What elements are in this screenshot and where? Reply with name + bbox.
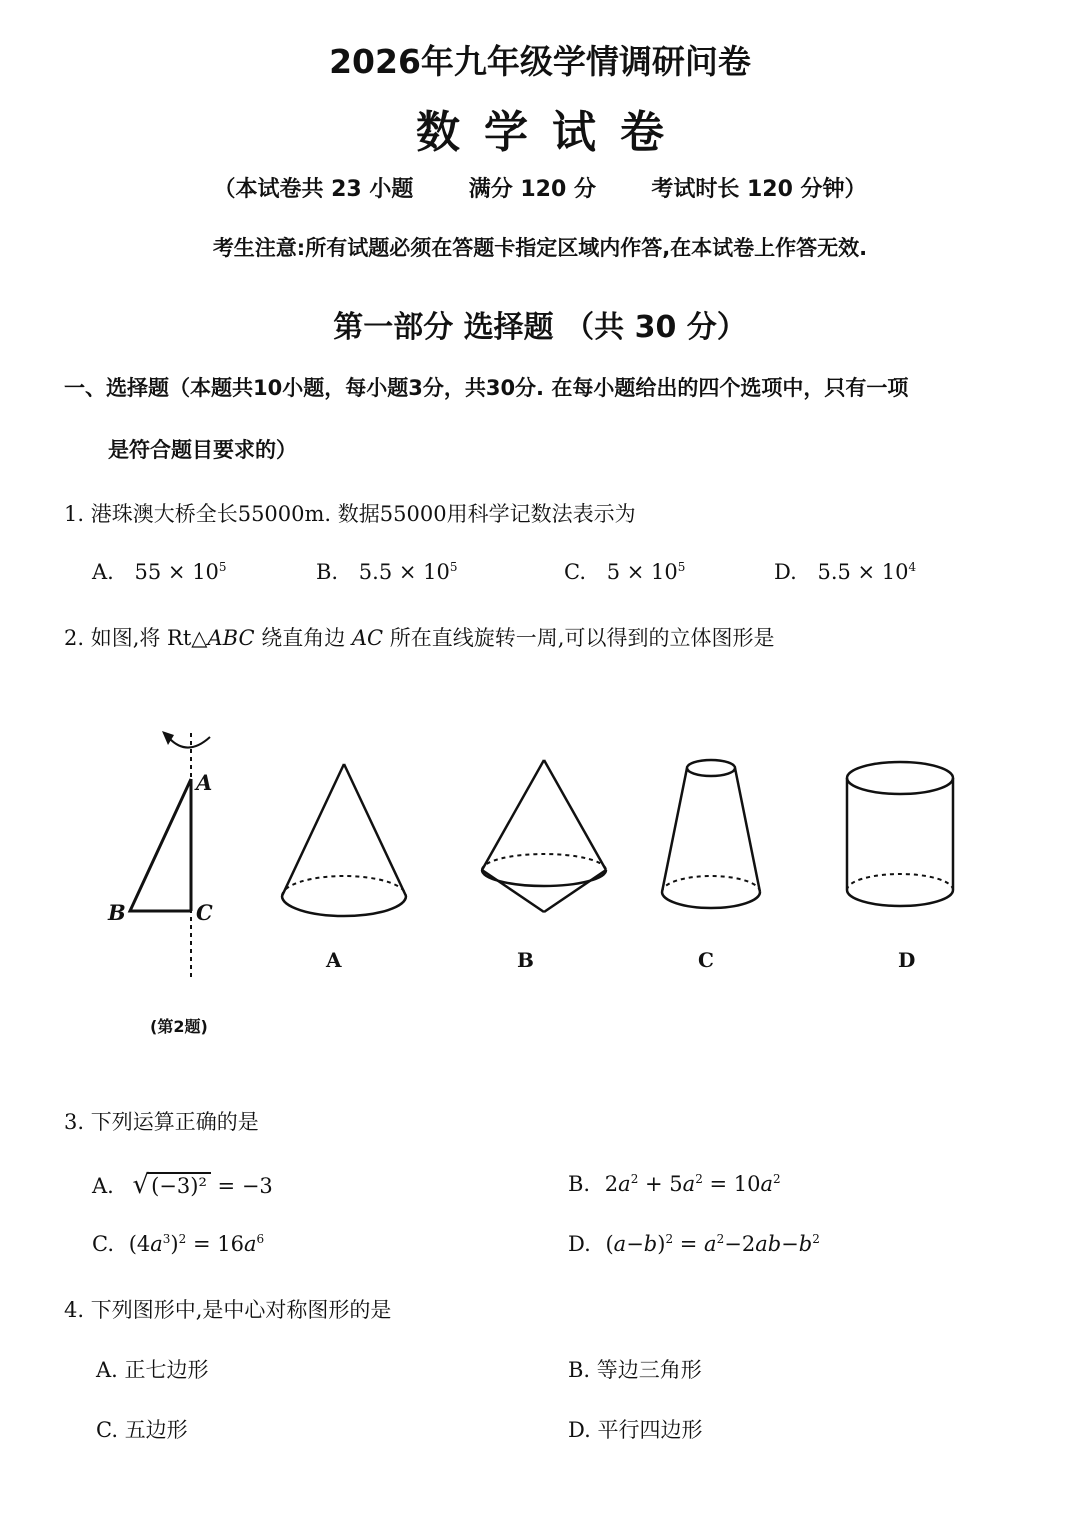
option-letter: B. — [316, 560, 339, 584]
shape-label-d: D — [898, 948, 916, 972]
option-rhs: = −3 — [210, 1174, 273, 1198]
option-letter: C. — [564, 560, 586, 584]
q4-option-a — [96, 1354, 209, 1384]
vertex-b-label: B — [108, 900, 126, 925]
radical-sign: √ — [132, 1170, 150, 1200]
section-heading-continued: 是符合题目要求的） — [108, 438, 297, 462]
triangle — [130, 779, 191, 911]
option-value: 5.5 × 10 — [358, 560, 450, 584]
option-value: 55 × 10 — [134, 560, 219, 584]
option-text: 五边形 — [124, 1418, 188, 1442]
option-letter: C. — [92, 1232, 114, 1256]
exponent: 5 — [677, 560, 686, 574]
info-duration: 考试时长 120 分钟） — [651, 177, 867, 202]
option-value: 5.5 × 10 — [817, 560, 909, 584]
side-name: AC — [351, 626, 384, 650]
option-letter: B. — [568, 1172, 591, 1196]
stem-text: 所在直线旋转一周,可以得到的立体图形是 — [383, 626, 775, 650]
shape-label-b: B — [517, 948, 534, 972]
stem-text: 2. 如图,将 Rt△ — [64, 626, 208, 650]
shape-double-cone — [476, 754, 612, 924]
shape-cone — [276, 758, 412, 923]
exponent: 4 — [908, 560, 917, 574]
option-letter: D. — [774, 560, 797, 584]
triangle-name: ABC — [207, 626, 255, 650]
arrow-head — [162, 731, 174, 745]
radicand: (−3)² — [147, 1172, 211, 1198]
option-letter: A. — [96, 1358, 118, 1382]
option-letter: C. — [96, 1418, 118, 1442]
option-text: 平行四边形 — [597, 1418, 703, 1442]
exam-notice: 考生注意:所有试题必须在答题卡指定区域内作答,在本试卷上作答无效. — [212, 236, 868, 260]
question-3-stem: 3. 下列运算正确的是 — [64, 1110, 259, 1134]
q3-option-a — [92, 1170, 273, 1200]
rotation-figure — [100, 715, 240, 990]
option-letter: D. — [568, 1232, 591, 1256]
info-question-count: （本试卷共 23 小题 — [213, 177, 414, 202]
question-1-stem: 1. 港珠澳大桥全长55000m. 数据55000用科学记数法表示为 — [64, 502, 636, 526]
option-letter: A. — [92, 1174, 114, 1198]
q4-option-c — [96, 1414, 188, 1444]
option-text: 正七边形 — [124, 1358, 209, 1382]
q1-option-d — [774, 560, 916, 584]
option-letter: A. — [92, 560, 114, 584]
exam-subtitle: 数学试卷 — [416, 107, 688, 158]
q3-option-d: D. $(a-b)^2 = a^2-2ab-b^2$ — [568, 1232, 820, 1256]
shape-label-c: C — [698, 948, 714, 972]
part-title: 第一部分 选择题 （共 30 分） — [333, 310, 747, 345]
q1-option-b — [316, 560, 458, 584]
q1-option-a — [92, 560, 227, 584]
exam-title: 2026年九年级学情调研问卷 — [329, 42, 751, 81]
vertex-c-label: C — [196, 900, 213, 925]
question-2-stem — [64, 622, 774, 652]
shape-cylinder — [840, 756, 960, 922]
q3-option-c: C. $(4a^3)^2 = 16a^6$ — [92, 1232, 265, 1256]
exam-info — [0, 172, 1080, 203]
exponent: 5 — [218, 560, 227, 574]
option-text: 等边三角形 — [596, 1358, 702, 1382]
vertex-a-label: A — [196, 770, 213, 795]
option-letter: D. — [568, 1418, 591, 1442]
section-heading: 一、选择题（本题共10小题，每小题3分，共30分. 在每小题给出的四个选项中，只有一项 — [64, 376, 909, 400]
info-full-score: 满分 120 分 — [468, 177, 596, 202]
q4-option-d — [568, 1414, 702, 1444]
stem-text: 绕直角边 — [254, 626, 352, 650]
exponent: 5 — [449, 560, 458, 574]
question-4-stem: 4. 下列图形中,是中心对称图形的是 — [64, 1298, 392, 1322]
figure-caption: (第2题) — [150, 1017, 208, 1036]
q4-option-b — [568, 1354, 702, 1384]
q3-option-b: B. $2a^2 + 5a^2 = 10a^2$ — [568, 1172, 781, 1196]
option-value: 5 × 10 — [606, 560, 678, 584]
shape-frustum — [656, 754, 766, 922]
option-letter: B. — [568, 1358, 591, 1382]
shape-label-a: A — [326, 948, 342, 972]
q1-option-c — [564, 560, 685, 584]
